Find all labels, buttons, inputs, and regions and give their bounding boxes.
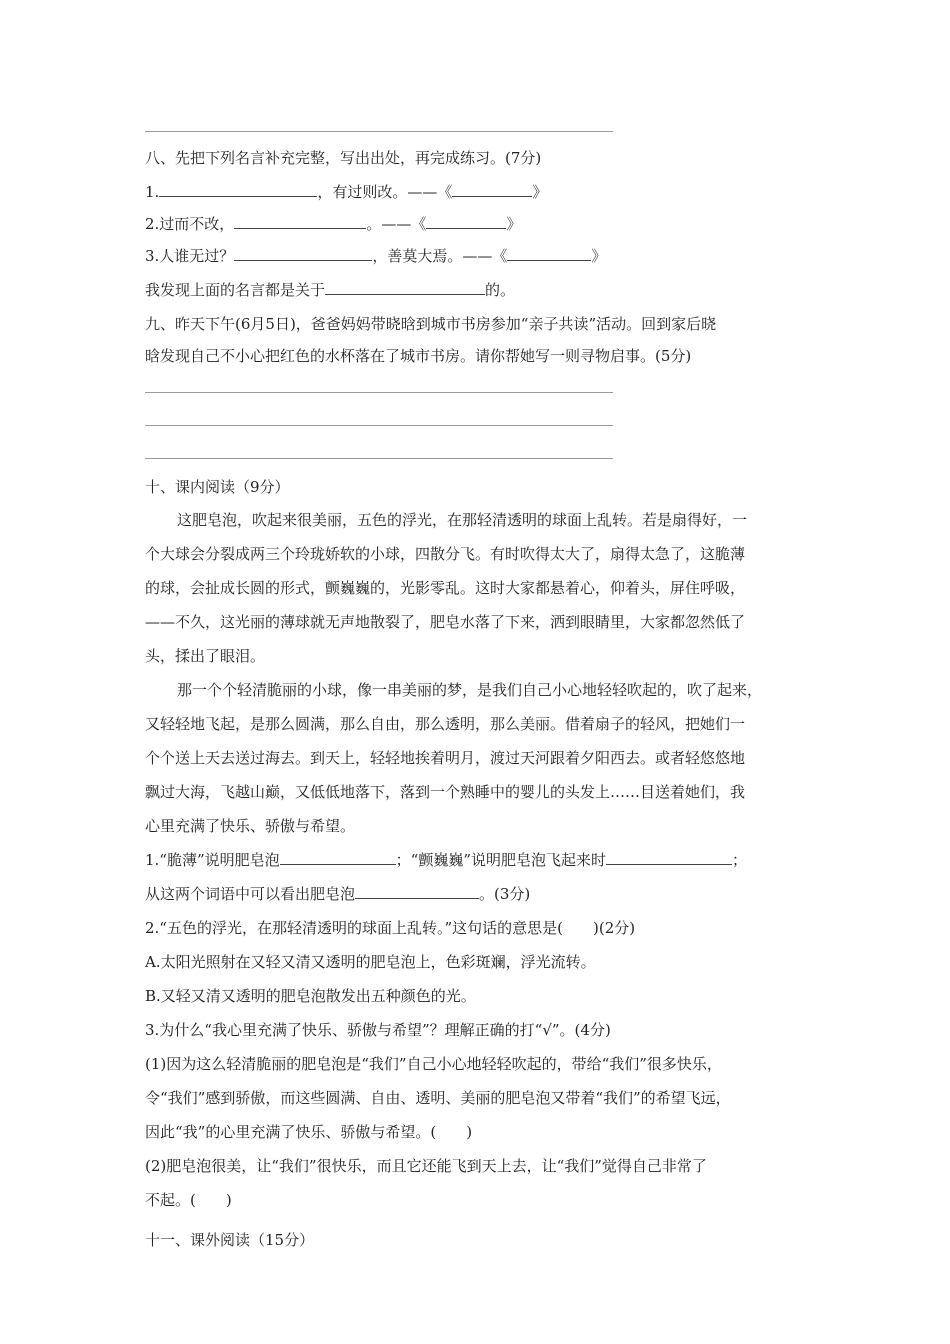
blank-field[interactable]: [355, 884, 479, 899]
q8-2-end: 》: [506, 215, 522, 233]
blank-field[interactable]: [507, 246, 591, 261]
question-8-1: [145, 182, 547, 202]
q10-1-text-b: ；“颤巍巍”说明肥皂泡飞起来时: [395, 851, 606, 869]
passage-p1-line: 个大球会分裂成两三个玲珑娇软的小球，四散分飞。有时吹得太大了，扇得太急了，这脆薄: [145, 545, 746, 563]
q8-4-end: 的。: [485, 281, 516, 299]
q8-2-prefix: 2.过而不改，: [145, 215, 235, 233]
question-8-2: [145, 214, 521, 234]
q10-1-text-e: 。(3分): [479, 885, 531, 903]
answer-line: [145, 131, 613, 132]
q10-1-text-a: 1.“脆薄”说明肥皂泡: [145, 851, 280, 869]
section-10-heading: 十、课内阅读（9分）: [145, 478, 290, 496]
answer-line[interactable]: [145, 392, 613, 393]
blank-field[interactable]: [280, 850, 396, 865]
passage-p1-line: 这肥皂泡，吹起来很美丽，五色的浮光，在那轻清透明的球面上乱转。若是扇得好，一: [177, 511, 748, 529]
q8-2-middle: 。——《: [366, 215, 427, 233]
section-8-heading: 八、先把下列名言补充完整，写出出处，再完成练习。(7分): [145, 149, 542, 167]
passage-p1-line: 头，揉出了眼泪。: [145, 647, 266, 665]
passage-p2-line: 飘过大海，飞越山巅，又低低地落下，落到一个熟睡中的婴儿的头发上……目送着她们，我: [145, 783, 746, 801]
q8-4-prefix: 我发现上面的名言都是关于: [145, 281, 326, 299]
q10-3-option-1-line: 令“我们”感到骄傲，而这些圆满、自由、透明、美丽的肥皂泡又带着“我们”的希望飞远，: [145, 1089, 731, 1107]
q8-3-prefix: 3.人谁无过？: [145, 247, 235, 265]
q10-3-option-1-line: (1)因为这么轻清脆丽的肥皂泡是“我们”自己小心地轻轻吹起的，带给“我们”很多快乐，: [145, 1055, 722, 1073]
question-10-3: 3.为什么“我心里充满了快乐、骄傲与希望”？理解正确的打“√”。(4分): [145, 1021, 611, 1039]
passage-p2-line: 又轻轻地飞起，是那么圆满，那么自由，那么透明，那么美丽。借着扇子的轻风，把她们一: [145, 715, 746, 733]
q8-1-middle: ，有过则改。——《: [317, 183, 453, 201]
blank-field[interactable]: [452, 182, 532, 197]
blank-field[interactable]: [606, 850, 732, 865]
option-a[interactable]: A.太阳光照射在又轻又清又透明的肥皂泡上，色彩斑斓，浮光流转。: [145, 953, 596, 971]
q10-1-text-c: ；: [732, 851, 748, 869]
q10-3-option-1-line[interactable]: 因此“我”的心里充满了快乐、骄傲与希望。( ): [145, 1123, 473, 1141]
blank-field[interactable]: [234, 214, 366, 229]
q10-3-option-2-line[interactable]: 不起。( ): [145, 1191, 232, 1209]
q8-3-end: 》: [591, 247, 607, 265]
passage-p1-line: ——不久，这光丽的薄球就无声地散裂了，肥皂水落了下来，洒到眼睛里，大家都忽然低了: [145, 613, 746, 631]
answer-line[interactable]: [145, 425, 613, 426]
blank-field[interactable]: [325, 280, 485, 295]
section-9-line-1: 九、昨天下午(6月5日)，爸爸妈妈带晓晗到城市书房参加“亲子共读”活动。回到家后晓: [145, 315, 717, 333]
question-10-1: [145, 850, 747, 870]
passage-p1-line: 的球，会扯成长圆的形式，颤巍巍的，光影零乱。这时大家都悬着心，仰着头，屏住呼吸，: [145, 579, 746, 597]
q8-1-end: 》: [532, 183, 548, 201]
passage-p2-line: 那一个个轻清脆丽的小球，像一串美丽的梦，是我们自己小心地轻轻吹起的，吹了起来，: [177, 681, 763, 699]
q10-1-text-d: 从这两个词语中可以看出肥皂泡: [145, 885, 356, 903]
question-10-2: 2.“五色的浮光，在那轻清透明的球面上乱转。”这句话的意思是( )(2分): [145, 919, 636, 937]
passage-p2-line: 心里充满了快乐、骄傲与希望。: [145, 817, 356, 835]
blank-field[interactable]: [159, 182, 317, 197]
question-10-1-cont: [145, 884, 530, 904]
answer-line[interactable]: [145, 458, 613, 459]
option-b[interactable]: B.又轻又清又透明的肥皂泡散发出五种颜色的光。: [145, 987, 476, 1005]
blank-field[interactable]: [426, 214, 506, 229]
q10-3-option-2-line: (2)肥皂泡很美，让“我们”很快乐，而且它还能飞到天上去，让“我们”觉得自己非常了: [145, 1157, 707, 1175]
q8-1-prefix: 1.: [145, 183, 160, 201]
q8-3-middle: ，善莫大焉。——《: [372, 247, 508, 265]
section-9-line-2: 晗发现自己不小心把红色的水杯落在了城市书房。请你帮她写一则寻物启事。(5分): [145, 347, 692, 365]
question-8-3: [145, 246, 606, 266]
blank-field[interactable]: [234, 246, 372, 261]
section-11-heading: 十一、课外阅读（15分）: [145, 1231, 315, 1249]
passage-p2-line: 个个送上天去送过海去。到天上，轻轻地挨着明月，渡过天河跟着夕阳西去。或者轻悠悠地: [145, 749, 746, 767]
question-8-4: [145, 280, 515, 300]
